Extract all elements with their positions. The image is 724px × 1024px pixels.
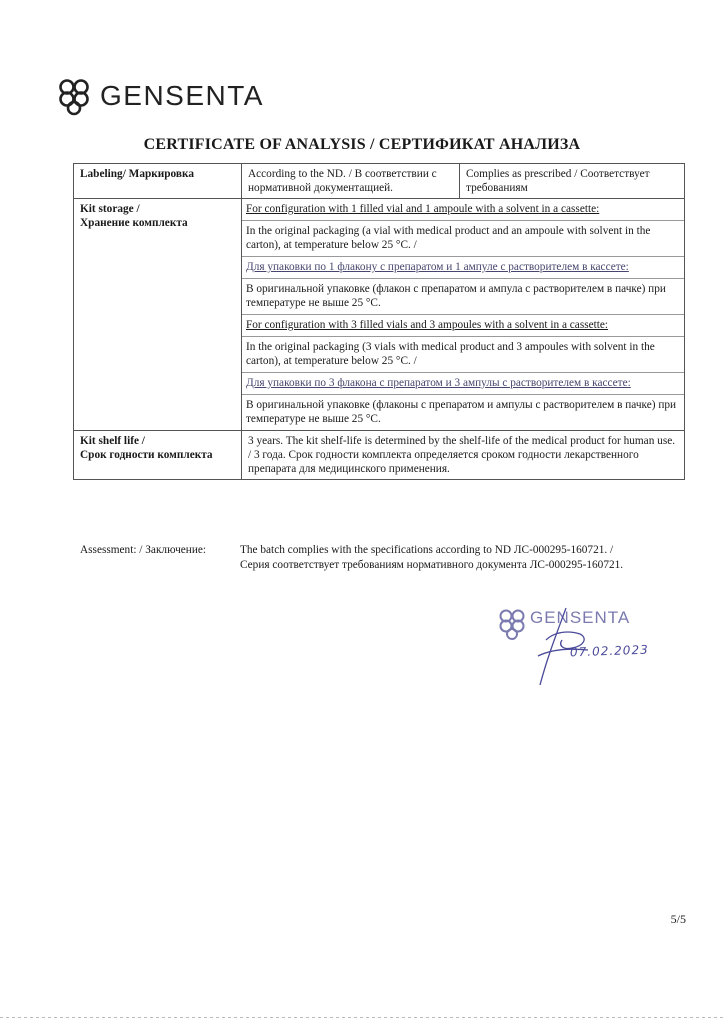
storage-cell — [242, 199, 685, 431]
label-en: Kit shelf life / — [80, 435, 145, 447]
label-ru: Срок годности комплекта — [80, 449, 213, 461]
stamp-company-name: GENSENTA — [530, 608, 631, 627]
table-row-kit-storage — [74, 199, 685, 431]
label-ru: Хранение комплекта — [80, 217, 188, 229]
document-title: CERTIFICATE OF ANALYSIS / СЕРТИФИКАТ АНАЛИЗА — [143, 136, 581, 153]
config3-en-title: For configuration with 3 filled vials and 3 ampoules with a solvent in a cassette: — [242, 315, 684, 337]
config1-ru-title: Для упаковки по 1 флакону с препаратом и 1 ампуле с растворителем в кассете: — [242, 257, 684, 279]
company-name: GENSENTA — [100, 80, 264, 111]
assessment-text-ru: Серия соответствует требованиям нормативного документа ЛС-000295-160721. — [240, 559, 624, 571]
result-cell: Complies as prescribed / Соответствует требованиям — [460, 164, 685, 199]
config1-en-title: For configuration with 1 filled vial and 1 ampoule with a solvent in a cassette: — [242, 199, 684, 221]
assessment-text-en: The batch complies with the specifications according to ND ЛС-000295-160721. / — [240, 544, 614, 556]
table-row-labeling — [74, 164, 685, 199]
config3-ru-title: Для упаковки по 3 флакона с препаратом и 3 ампулы с растворителем в кассете: — [242, 373, 684, 395]
config3-ru-text: В оригинальной упаковке (флаконы с препаратом и ампулы с растворителем в пачке) при температуре не выше 25 °C. — [246, 399, 677, 425]
stamp-date: 07.02.2023 — [569, 642, 649, 660]
row-label — [74, 431, 242, 480]
spec-cell: According to the ND. / В соответствии с нормативной документащией. — [242, 164, 460, 199]
label-en: Kit storage / — [80, 203, 140, 215]
config1-ru-text: В оригинальной упаковке (флакон с препаратом и ампула с растворителем в пачке) при температуре не выше 25 °C. — [242, 279, 684, 315]
row-label: Labeling/ Маркировка — [74, 164, 242, 199]
shelf-life-cell: 3 years. The kit shelf-life is determined by the shelf-life of the medical product for human use. / 3 года. Срок годности комплекта определяется сроком годности лекарственного препарата для медицинского применения. — [242, 431, 685, 480]
analysis-table — [73, 163, 685, 480]
page-number: 5/5 — [670, 912, 686, 926]
assessment-label: Assessment: / Заключение: — [80, 544, 207, 556]
row-label — [74, 199, 242, 431]
assessment-text — [240, 543, 700, 573]
table-row-shelf-life — [74, 431, 685, 480]
company-logo — [54, 76, 264, 116]
footer-divider — [0, 1017, 724, 1018]
config1-en-text: In the original packaging (a vial with medical product and an ampoule with solvent in the carton), at temperature below 25 °C. / — [242, 221, 684, 257]
company-stamp — [488, 600, 658, 690]
config3-en-text: In the original packaging (3 vials with medical product and 3 ampoules with solvent in the carton), at temperature below 25 °C. / — [242, 337, 684, 373]
gensenta-logo-icon — [54, 76, 94, 116]
